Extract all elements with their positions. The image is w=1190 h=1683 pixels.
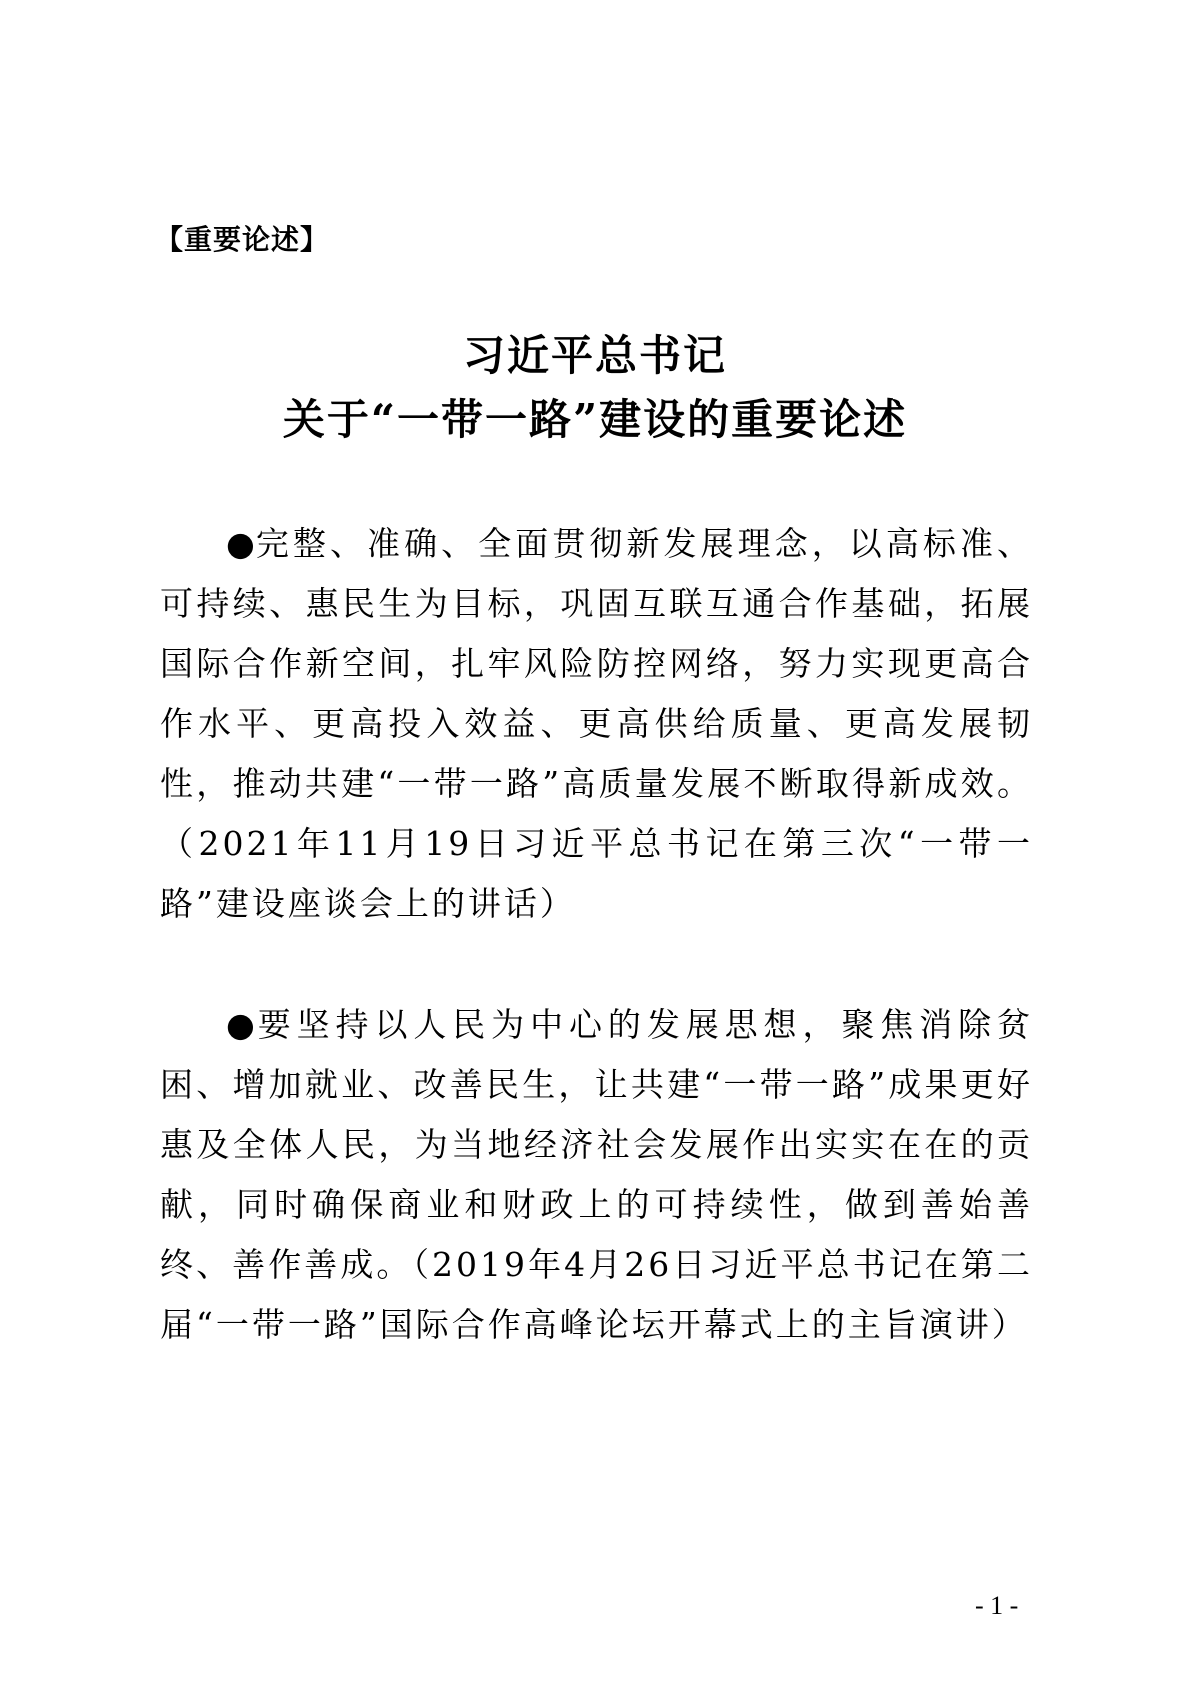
document-title-line-1: 习近平总书记 <box>462 331 727 380</box>
document-title-line-2: 关于“一带一路”建设的重要论述 <box>282 395 908 444</box>
page-number: - 1 - <box>975 1591 1019 1620</box>
section-tag: 【重要论述】 <box>155 223 330 256</box>
paragraph-2 <box>160 995 1033 1355</box>
paragraph-source: （2021年11月19日习近平总书记在第三次“一带一路”建设座谈会上的讲话） <box>160 824 1033 923</box>
paragraph-1 <box>160 514 1033 934</box>
paragraph-text: 完整、准确、全面贯彻新发展理念，以高标准、可持续、惠民生为目标，巩固互联互通合作基础，拓展国际合作新空间，扎牢风险防控网络，努力实现更高合作水平、更高投入效益、更高供给质量、更高发展韧性，推动共建“一带一路”高质量发展不断取得新成效。 <box>160 524 1034 803</box>
bullet-icon: ● <box>226 1005 258 1044</box>
paragraph-text: 要坚持以人民为中心的发展思想，聚焦消除贫困、增加就业、改善民生，让共建“一带一路”成果更好惠及全体人民，为当地经济社会发展作出实实在在的贡献，同时确保商业和财政上的可持续性，做到善始善终、善作善成。 <box>160 1005 1034 1284</box>
paragraph-source: （2019年4月26日习近平总书记在第二届“一带一路”国际合作高峰论坛开幕式上的主旨演讲） <box>160 1245 1033 1344</box>
bullet-icon: ● <box>226 524 256 563</box>
